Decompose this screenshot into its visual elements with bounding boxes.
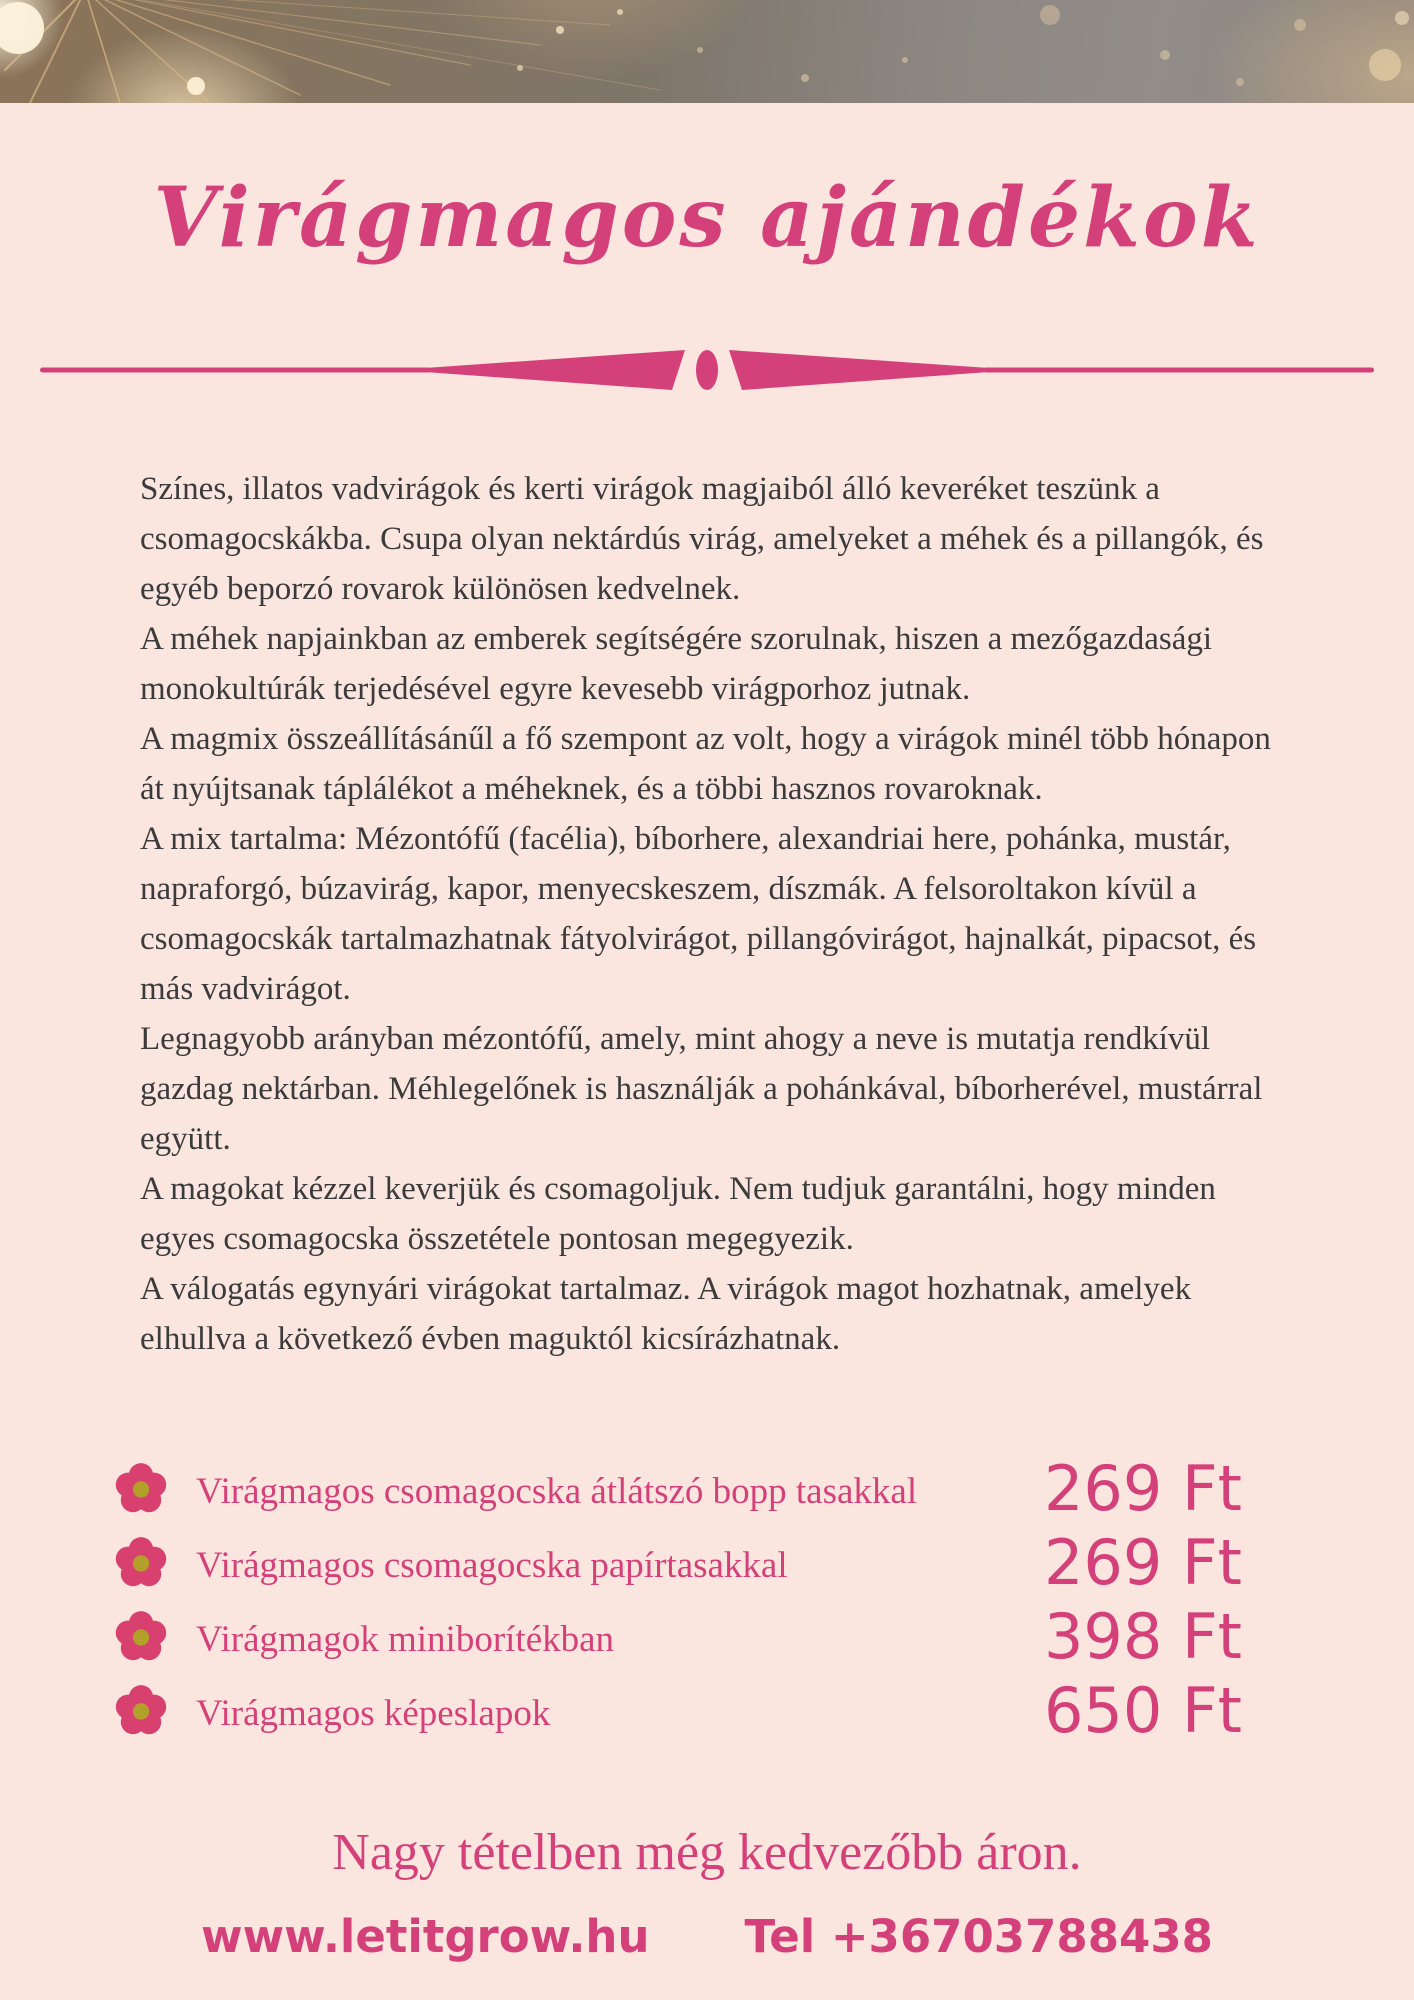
price-item-price: 398 Ft [1043,1600,1242,1673]
page-title: Virágmagos ajándékok [153,170,1261,266]
divider-graphic [40,348,1374,392]
body-paragraph: A magmix összeállításánűl a fő szempont az volt, hogy a virágok minél több hónapon át nyújtsanak táplálékot a méheknek, és a többi hasznos rovaroknak. [140,721,1271,807]
price-item-price: 269 Ft [1043,1452,1242,1525]
price-list-item [112,1600,1242,1674]
price-list-item [112,1526,1242,1600]
website-link[interactable]: www.letitgrow.hu [201,1910,650,1963]
sparkler-sparks-graphic [0,0,1414,103]
price-item-label: Virágmagos csomagocska papírtasakkal [196,1544,788,1586]
body-text [0,464,1414,1364]
price-list [0,1452,1414,1748]
flower-icon [112,1460,170,1518]
body-paragraph: Színes, illatos vadvirágok és kerti virágok magjaiból álló keveréket teszünk a csomagocskákba. Csupa olyan nektárdús virág, amelyeket a méhek és a pillangók, és egyéb beporzó rovarok különösen kedvelnek. [140,471,1264,607]
price-item-price: 650 Ft [1043,1674,1242,1747]
flower-icon [112,1682,170,1740]
price-item-label: Virágmagok miniborítékban [196,1618,615,1660]
price-item-price: 269 Ft [1043,1526,1242,1599]
price-item-label: Virágmagos csomagocska átlátszó bopp tasakkal [196,1470,918,1512]
price-list-item [112,1674,1242,1748]
body-paragraph: A mix tartalma: Mézontófű (facélia), bíborhere, alexandriai here, pohánka, mustár, napraforgó, búzavirág, kapor, menyecskeszem, díszmák. A felsoroltakon kívül a csomagocskák tartalmazhatnak fátyolvirágot, pillangóvirágot, hajnalkát, pipacsot, és más vadvirágot. [140,821,1257,1007]
bulk-discount-note: Nagy tételben még kedvezőbb áron. [332,1824,1082,1881]
phone-number[interactable]: Tel +36703788438 [744,1910,1213,1963]
price-item-label: Virágmagos képeslapok [196,1692,551,1734]
flower-icon [112,1608,170,1666]
flower-icon [112,1534,170,1592]
decorative-divider [40,348,1374,392]
body-paragraph: A magokat kézzel keverjük és csomagoljuk. Nem tudjuk garantálni, hogy minden egyes csomagocska összetétele pontosan megegyezik. [140,1171,1216,1257]
body-paragraph: A válogatás egynyári virágokat tartalmaz. A virágok magot hozhatnak, amelyek elhullva a következő évben maguktól kicsírázhatnak. [140,1271,1192,1357]
contact-line [0,1909,1414,1965]
header-photo [0,0,1414,103]
price-list-item [112,1452,1242,1526]
body-paragraph: Legnagyobb arányban mézontófű, amely, mint ahogy a neve is mutatja rendkívül gazdag nektárban. Méhlegelőnek is használják a pohánkával, bíborherével, mustárral együtt. [140,1021,1263,1157]
body-paragraph: A méhek napjainkban az emberek segítségére szorulnak, hiszen a mezőgazdasági monokultúrák terjedésével egyre kevesebb virágporhoz jutnak. [140,621,1213,707]
